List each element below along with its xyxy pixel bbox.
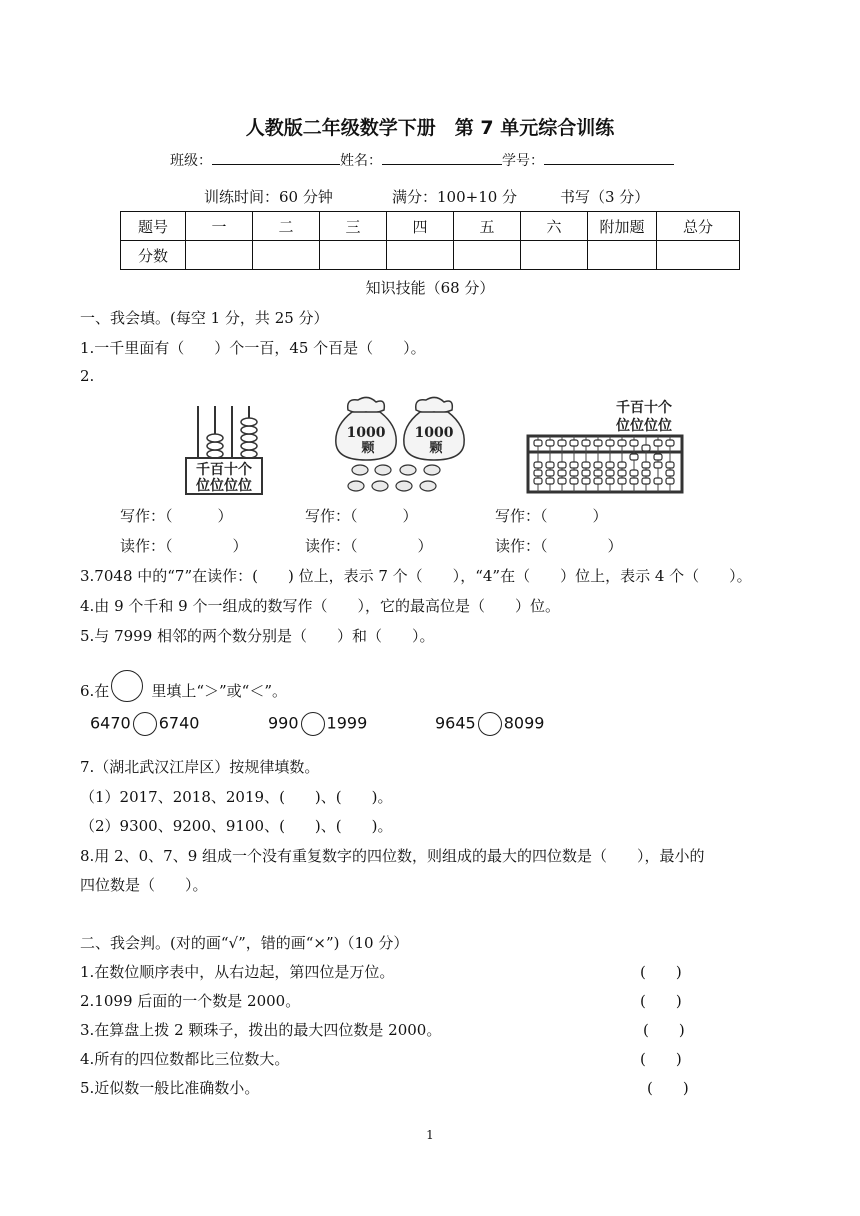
- table-header-cell: 五: [454, 212, 521, 241]
- question-4: 4.由 9 个千和 9 个一组成的数写作（ ），它的最高位是（ ）位。: [80, 597, 560, 615]
- write-answer-3[interactable]: 写作：（ ）: [495, 507, 608, 525]
- score-cell[interactable]: [320, 241, 387, 270]
- bag1-number: 1000: [346, 425, 386, 441]
- question-5: 5.与 7999 相邻的两个数分别是（ ）和（ ）。: [80, 627, 435, 645]
- judge-answer-1[interactable]: ( ): [640, 963, 682, 981]
- score-cell[interactable]: [186, 241, 253, 270]
- question-7-1: （1）2017、2018、2019、( )、( )。: [80, 788, 393, 806]
- bag2-number: 1000: [414, 425, 454, 441]
- part2-heading: 二、我会判。(对的画“√”，错的画“×”)（10 分）: [80, 934, 409, 952]
- writing-score-text: 书写（3 分）: [560, 188, 650, 206]
- part1-heading: 一、我会填。(每空 1 分，共 25 分）: [80, 309, 329, 327]
- abacus1-top-label: 千百十个: [196, 462, 252, 478]
- compare-right: 6740: [158, 713, 200, 733]
- name-label: 姓名：: [340, 153, 382, 169]
- read-answer-2[interactable]: 读作：（ ）: [305, 537, 433, 555]
- score-table: [120, 211, 740, 270]
- compare-left: 6470: [90, 713, 131, 733]
- compare-item-2: [268, 712, 367, 736]
- compare-item-3: [435, 712, 544, 736]
- id-label: 学号：: [502, 153, 544, 169]
- money-bags-image: [328, 392, 473, 497]
- question-2-number: 2.: [80, 367, 95, 385]
- judge-item-2: 2.1099 后面的一个数是 2000。: [80, 992, 301, 1010]
- table-header-cell: 四: [387, 212, 454, 241]
- judge-answer-3[interactable]: ( ): [643, 1021, 685, 1039]
- abacus2-top-label: 千百十个: [616, 400, 672, 416]
- judge-item-3: 3.在算盘上拨 2 颗珠子，拨出的最大四位数是 2000。: [80, 1021, 442, 1039]
- score-table-row: [121, 241, 740, 270]
- score-cell[interactable]: [454, 241, 521, 270]
- page-number: 1: [426, 1128, 434, 1142]
- compare-circle-input[interactable]: [301, 712, 325, 736]
- compare-circle-input[interactable]: [133, 712, 157, 736]
- score-row-label: 分数: [121, 241, 186, 270]
- table-header-cell: 三: [320, 212, 387, 241]
- bag2-unit: 颗: [429, 441, 443, 456]
- compare-left: 990: [268, 713, 299, 733]
- full-score-text: 满分：100+10 分: [392, 188, 518, 206]
- page-title: 人教版二年级数学下册 第 7 单元综合训练: [245, 117, 615, 139]
- table-header-cell: 总分: [657, 212, 740, 241]
- score-cell[interactable]: [387, 241, 454, 270]
- score-cell[interactable]: [521, 241, 588, 270]
- table-header-cell: 题号: [121, 212, 186, 241]
- judge-item-5: 5.近似数一般比准确数小。: [80, 1079, 260, 1097]
- id-field[interactable]: [544, 150, 674, 165]
- compare-right: 8099: [503, 713, 545, 733]
- question-1: 1.一千里面有（ ）个一百，45 个百是（ ）。: [80, 339, 426, 357]
- abacus1-bottom-label: 位位位位: [196, 478, 252, 494]
- q6-suffix: 里填上“＞”或“＜”。: [151, 682, 287, 700]
- table-header-cell: 一: [186, 212, 253, 241]
- question-7-2: （2）9300、9200、9100、( )、( )。: [80, 817, 393, 835]
- score-cell[interactable]: [588, 241, 657, 270]
- circle-icon: [111, 670, 143, 702]
- question-3: 3.7048 中的“7”在读作：( ) 位上，表示 7 个（ ），“4”在（ ）位上，表示 4 个（ ）。: [80, 567, 752, 585]
- score-cell[interactable]: [253, 241, 320, 270]
- read-answer-3[interactable]: 读作：（ ）: [495, 537, 623, 555]
- info-line: [170, 150, 674, 170]
- bag1-unit: 颗: [361, 441, 375, 456]
- write-answer-1[interactable]: 写作：（ ）: [120, 507, 233, 525]
- table-header-cell: 二: [253, 212, 320, 241]
- suanpan-abacus-image: [526, 398, 686, 494]
- table-header-cell: 附加题: [588, 212, 657, 241]
- name-field[interactable]: [382, 150, 502, 165]
- counting-frame-image: [180, 400, 270, 496]
- judge-answer-5[interactable]: ( ): [647, 1079, 689, 1097]
- abacus2-bottom-label: 位位位位: [616, 418, 672, 434]
- q6-prefix: 6.在: [80, 682, 110, 700]
- section-heading: 知识技能（68 分）: [365, 279, 495, 297]
- time-text: 训练时间：60 分钟: [204, 188, 333, 206]
- question-8-line2: 四位数是（ ）。: [80, 876, 208, 894]
- compare-item-1: [90, 712, 199, 736]
- score-cell[interactable]: [657, 241, 740, 270]
- table-header-cell: 六: [521, 212, 588, 241]
- class-field[interactable]: [212, 150, 340, 165]
- judge-item-4: 4.所有的四位数都比三位数大。: [80, 1050, 290, 1068]
- question-6: [80, 676, 287, 708]
- write-answer-2[interactable]: 写作：（ ）: [305, 507, 418, 525]
- judge-answer-2[interactable]: ( ): [640, 992, 682, 1010]
- judge-answer-4[interactable]: ( ): [640, 1050, 682, 1068]
- compare-circle-input[interactable]: [478, 712, 502, 736]
- compare-left: 9645: [435, 713, 476, 733]
- read-answer-1[interactable]: 读作：（ ）: [120, 537, 248, 555]
- compare-right: 1999: [326, 713, 368, 733]
- judge-item-1: 1.在数位顺序表中，从右边起，第四位是万位。: [80, 963, 395, 981]
- score-table-header-row: [121, 212, 740, 241]
- question-7: 7.（湖北武汉江岸区）按规律填数。: [80, 758, 320, 776]
- class-label: 班级：: [170, 153, 212, 169]
- question-8-line1: 8.用 2、0、7、9 组成一个没有重复数字的四位数，则组成的最大的四位数是（ ），最小的: [80, 847, 705, 865]
